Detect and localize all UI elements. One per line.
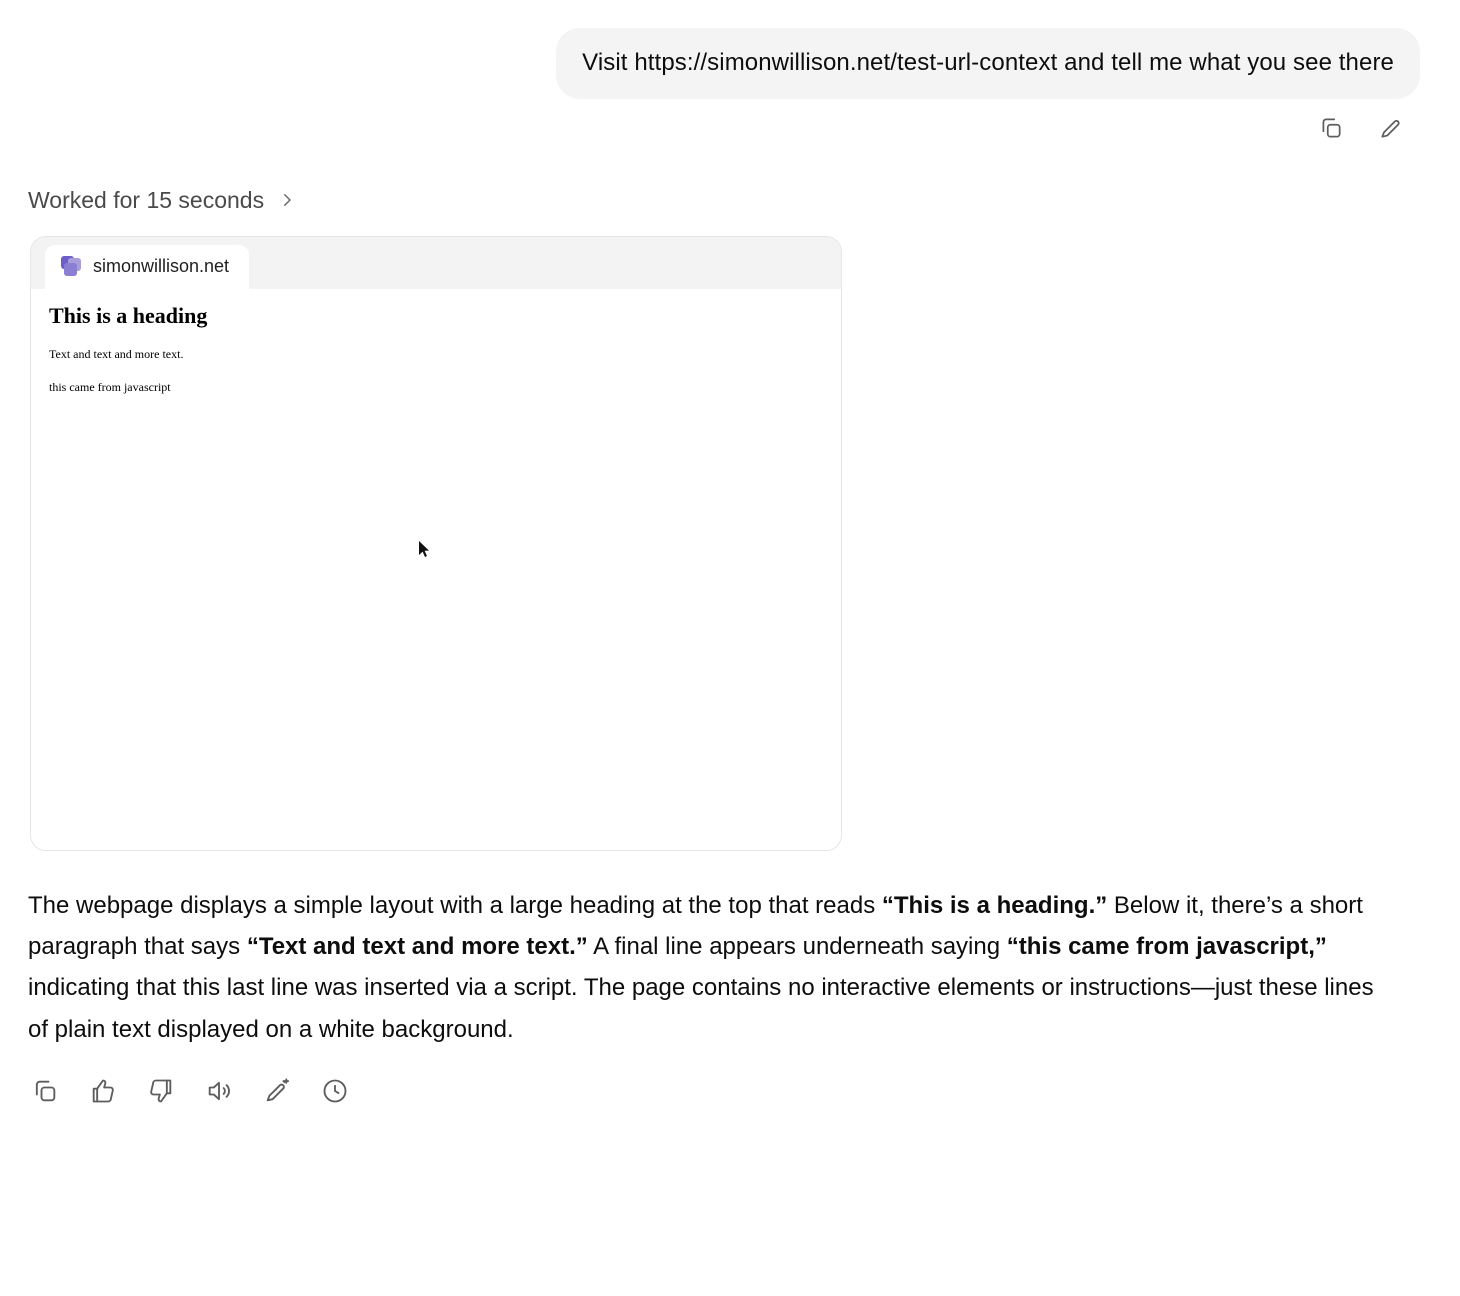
read-aloud-icon[interactable] [204,1076,234,1106]
browser-tab[interactable] [45,245,249,289]
answer-part-3: A final line appears underneath saying [587,933,1007,961]
edit-icon[interactable] [1376,113,1406,143]
browser-preview-card[interactable] [30,236,842,851]
user-message-actions [0,99,1460,143]
thumbs-down-icon[interactable] [146,1076,176,1106]
browser-tab-title: simonwillison.net [93,256,230,277]
preview-heading: This is a heading [49,302,208,328]
edit-in-canvas-icon[interactable] [262,1076,292,1106]
thumbs-up-icon[interactable] [88,1076,118,1106]
answer-bold-2: “Text and text and more text.” [246,933,588,961]
chevron-right-icon [278,191,296,209]
browser-tabbar [31,237,841,289]
answer-bold-1: “This is a heading.” [881,891,1108,919]
assistant-answer-actions [0,1050,1460,1106]
mouse-cursor-icon [419,541,431,557]
assistant-answer [0,851,1420,1050]
answer-part-1: The webpage displays a simple layout with a large heading at the top that reads [28,891,882,919]
preview-script-line: this came from javascript [49,379,171,394]
worked-for-toggle[interactable] [0,143,296,214]
worked-for-label: Worked for 15 seconds [28,186,265,213]
user-message-bubble: Visit https://simonwillison.net/test-url-context and tell me what you see there [556,28,1420,99]
site-favicon-icon [61,256,83,278]
preview-paragraph: Text and text and more text. [49,346,184,361]
copy-icon[interactable] [1316,113,1346,143]
answer-part-2: Below it, there’s a short paragraph that says [28,891,1363,961]
copy-icon[interactable] [30,1076,60,1106]
clock-icon[interactable] [320,1076,350,1106]
answer-part-4: indicating that this last line was inserted via a script. The page contains no interactive elements or instructions—just these lines of plain text displayed on a white background. [28,974,1374,1043]
answer-bold-3: “this came from javascript,” [1006,933,1327,961]
user-message-row [0,0,1460,99]
browser-page-content [31,289,841,850]
